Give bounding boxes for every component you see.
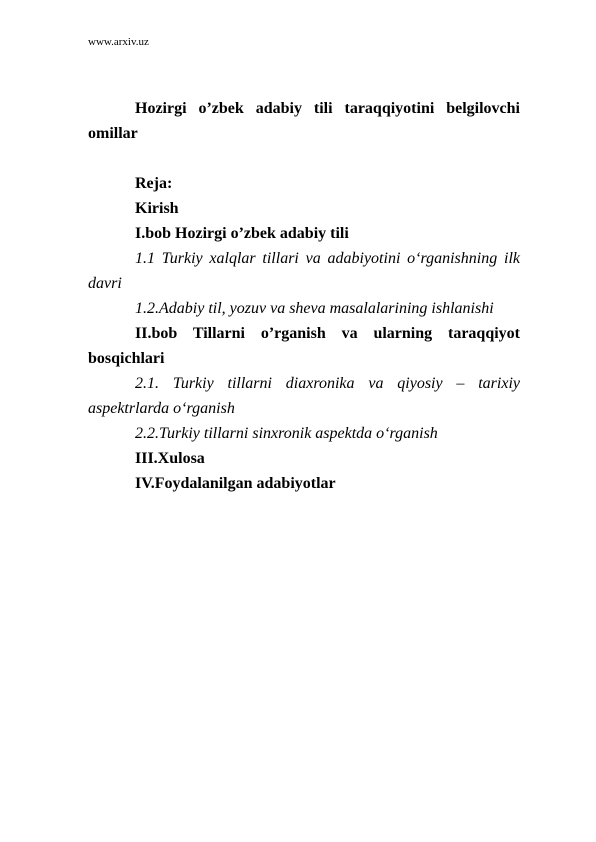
plan-item-section-2-2: 2.2.Turkiy tillarni sinxronik aspektda o‘rganish <box>135 425 438 442</box>
spacer <box>88 146 520 171</box>
plan-item-section-2-1: 2.1. Turkiy tillarni diaxronika va qiyosiy – tarixiy aspektrlarda o‘rganish <box>88 375 520 417</box>
document-title: Hozirgi o’zbek adabiy tili taraqqiyotini belgilovchi omillar <box>88 100 520 142</box>
plan-item-chapter-1: I.bob Hozirgi o’zbek adabiy tili <box>135 225 349 242</box>
plan-item-conclusion: III.Xulosa <box>135 450 205 467</box>
plan-item-section-1-1: 1.1 Turkiy xalqlar tillari va adabiyotini o‘rganishning ilk davri <box>88 250 520 292</box>
plan-item-references: IV.Foydalanilgan adabiyotlar <box>135 475 336 492</box>
plan-item-section-1-2: 1.2.Adabiy til, yozuv va sheva masalalarining ishlanishi <box>135 300 494 317</box>
site-header: www.arxiv.uz <box>88 36 149 48</box>
plan-label: Reja: <box>135 175 173 192</box>
plan-item-chapter-2: II.bob Tillarni o’rganish va ularning taraqqiyot bosqichlari <box>88 325 520 367</box>
document-body <box>88 96 520 496</box>
plan-item-intro: Kirish <box>135 200 179 217</box>
